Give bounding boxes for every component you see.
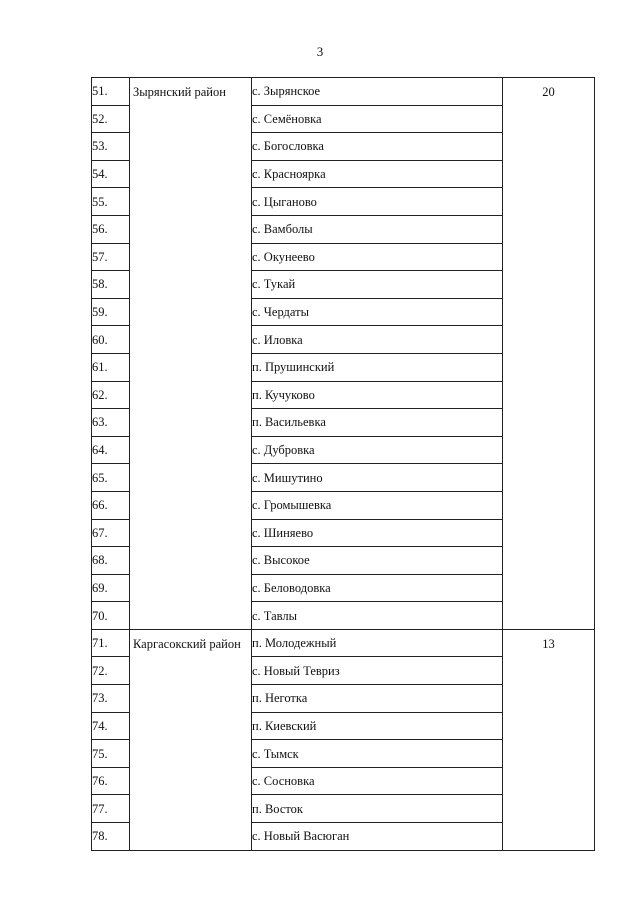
settlement-name: с. Высокое <box>252 547 503 575</box>
row-number: 53. <box>92 133 130 161</box>
settlement-name: п. Прушинский <box>252 353 503 381</box>
settlement-name: с. Вамболы <box>252 215 503 243</box>
row-number: 67. <box>92 519 130 547</box>
settlement-name: с. Громышевка <box>252 491 503 519</box>
settlement-name: п. Восток <box>252 795 503 823</box>
settlement-name: п. Молодежный <box>252 629 503 657</box>
settlement-name: п. Неготка <box>252 685 503 713</box>
row-number: 61. <box>92 353 130 381</box>
row-number: 75. <box>92 740 130 768</box>
row-number: 64. <box>92 436 130 464</box>
settlement-name: п. Васильевка <box>252 409 503 437</box>
row-number: 51. <box>92 78 130 106</box>
settlement-name: с. Шиняево <box>252 519 503 547</box>
page-number: 3 <box>316 44 324 59</box>
row-number: 54. <box>92 160 130 188</box>
row-number: 52. <box>92 105 130 133</box>
settlement-name: с. Новый Тевриз <box>252 657 503 685</box>
district-count: 20 <box>503 78 595 630</box>
row-number: 71. <box>92 629 130 657</box>
settlements-table <box>91 77 595 851</box>
settlement-name: с. Иловка <box>252 326 503 354</box>
settlement-name: с. Беловодовка <box>252 574 503 602</box>
row-number: 56. <box>92 215 130 243</box>
table-row <box>92 78 595 106</box>
row-number: 65. <box>92 464 130 492</box>
row-number: 77. <box>92 795 130 823</box>
settlement-name: с. Дубровка <box>252 436 503 464</box>
row-number: 74. <box>92 712 130 740</box>
settlement-name: с. Богословка <box>252 133 503 161</box>
settlement-name: с. Красноярка <box>252 160 503 188</box>
row-number: 63. <box>92 409 130 437</box>
row-number: 55. <box>92 188 130 216</box>
row-number: 68. <box>92 547 130 575</box>
district-name: Зырянский район <box>130 78 252 630</box>
settlement-name: п. Киевский <box>252 712 503 740</box>
settlement-name: п. Кучуково <box>252 381 503 409</box>
row-number: 60. <box>92 326 130 354</box>
row-number: 59. <box>92 298 130 326</box>
district-name: Каргасокский район <box>130 629 252 850</box>
settlement-name: с. Цыганово <box>252 188 503 216</box>
row-number: 76. <box>92 767 130 795</box>
settlement-name: с. Окунеево <box>252 243 503 271</box>
row-number: 73. <box>92 685 130 713</box>
settlement-name: с. Зырянское <box>252 78 503 106</box>
settlement-name: с. Новый Васюган <box>252 823 503 851</box>
row-number: 70. <box>92 602 130 630</box>
settlement-name: с. Сосновка <box>252 767 503 795</box>
row-number: 62. <box>92 381 130 409</box>
row-number: 78. <box>92 823 130 851</box>
district-count: 13 <box>503 629 595 850</box>
row-number: 69. <box>92 574 130 602</box>
row-number: 58. <box>92 271 130 299</box>
row-number: 72. <box>92 657 130 685</box>
settlement-name: с. Мишутино <box>252 464 503 492</box>
settlement-name: с. Тавлы <box>252 602 503 630</box>
settlement-name: с. Чердаты <box>252 298 503 326</box>
row-number: 57. <box>92 243 130 271</box>
table-row <box>92 629 595 657</box>
settlement-name: с. Тукай <box>252 271 503 299</box>
row-number: 66. <box>92 491 130 519</box>
settlement-name: с. Семёновка <box>252 105 503 133</box>
table-body <box>92 78 595 851</box>
settlement-name: с. Тымск <box>252 740 503 768</box>
